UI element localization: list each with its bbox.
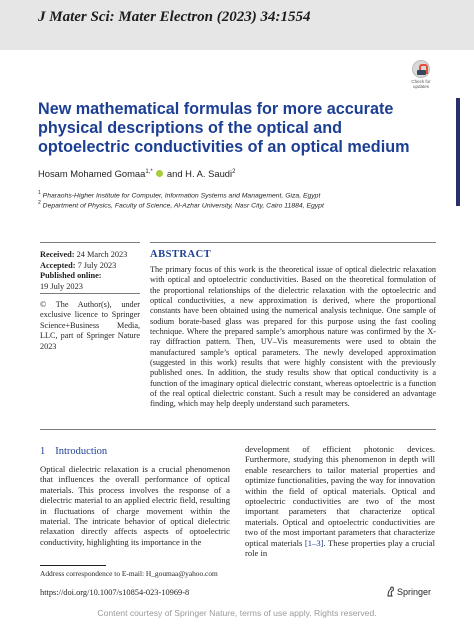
article-dates: [40, 250, 140, 292]
publisher-name: Springer: [397, 587, 432, 597]
intro-right-column: [245, 444, 435, 558]
divider: [40, 293, 140, 294]
divider: [150, 242, 436, 243]
courtesy-notice: Content courtesy of Springer Nature, terms of use apply. Rights reserved.: [97, 608, 377, 618]
title-accent-bar: [456, 98, 460, 206]
published-value: 19 July 2023: [40, 281, 83, 291]
check-for-updates-badge[interactable]: [408, 60, 434, 90]
abstract-heading: ABSTRACT: [150, 249, 212, 260]
intro-right-text-end: . These properties play a crucial role in: [245, 537, 435, 559]
received-value: 24 March 2023: [76, 250, 128, 259]
author-connector: and: [166, 168, 183, 179]
footnote-rule: [40, 565, 106, 566]
accepted-date: [40, 261, 140, 272]
journal-citation: J Mater Sci: Mater Electron (2023) 34:1554: [38, 9, 311, 25]
intro-left-column: Optical dielectric relaxation is a crucial phenomenon that influences the overall performance of optical materials. This process involves the response of a dielectric material to an applied electric field, resulting in fluctuations of charge movement within the material. The intricate behavior of optical dielectric relaxation directly affects aspects of optoelectric conductivity, highlighting its importance in the: [40, 464, 230, 547]
affiliation-text: Pharaohs-Higher Institute for Computer, Information Systems and Management, Giza, Egypt: [42, 192, 321, 200]
affiliation: [38, 200, 324, 209]
affiliation-number: 2: [38, 200, 41, 206]
journal-header-bar: [0, 0, 474, 50]
section-number: 1: [40, 446, 46, 457]
author-name[interactable]: H. A. Saudi: [185, 168, 233, 179]
author-line: [38, 168, 235, 179]
section-title: Introduction: [55, 446, 108, 457]
springer-horse-icon: [386, 586, 395, 597]
publisher-logo: [386, 586, 431, 597]
section-heading-introduction: [40, 446, 107, 457]
crossmark-icon: [412, 60, 430, 78]
correspondence-footnote: Address correspondence to E-mail: H_goumaa@yahoo.com: [40, 569, 218, 578]
received-label: Received:: [40, 250, 75, 259]
received-date: [40, 250, 140, 261]
orcid-icon[interactable]: [156, 170, 163, 177]
divider: [40, 429, 436, 430]
citation-link[interactable]: [1–3]: [304, 537, 324, 548]
doi-link[interactable]: https://doi.org/10.1007/s10854-023-10969-8: [40, 588, 190, 597]
accepted-label: Accepted:: [40, 260, 76, 270]
article-title: New mathematical formulas for more accurate physical descriptions of the optical and optoelectric conductivities of an optical medium: [38, 100, 410, 156]
accepted-value: 7 July 2023: [77, 260, 117, 270]
divider: [40, 242, 140, 243]
author-name[interactable]: Hosam Mohamed Gomaa: [38, 168, 146, 179]
intro-right-text: development of efficient photonic devices. Furthermore, studying this phenomenon in depth will enable researchers to tailor material properties and optimize functionalities, paving the way for innovation within the field of optical materials. Optical and optoelectric conductivities are two of the most important parameters that characterize optical materials. Optical and optoelectric conductivities are two of the most important parameters that characterize optical materials: [245, 444, 435, 548]
affiliation-number: 1: [38, 190, 41, 196]
affiliation: [38, 190, 320, 199]
check-for-updates-label: Check for updates: [411, 79, 431, 89]
abstract-text: The primary focus of this work is the theoretical issue of optical dielectric relaxation with optical and optoelectric conductivities. Based on the theoretical formulation of the proportional relationships of the dielectric relaxation with the optoelectric and optical conductivities, a new approximation is derived, where the proportional constants have been obtained using the numerical analysis technique. One sample of sodium borate-based glass was prepared for this purpose using the fast cooling technique. Where the prepared sample’s amorphous nature was confirmed by the X-ray diffraction pattern. Then, UV–Vis measurements were used to obtain the manufactured sample’s optical parameters. The newly developed approximation (suggested in this work) results that were highly consistent with the previously published ones. In addition, the study results show that optical conductivity is a function of the imaginary optical dielectric constant, whereas optoelectric is a function of the real optical dielectric constant. Such a result may be considered an advantage finding, which may help deeply understand such parameters.: [150, 265, 436, 409]
author-affil-marker: 1,*: [145, 168, 153, 175]
published-label: Published online:: [40, 271, 102, 280]
copyright-notice: © The Author(s), under exclusive licence to Springer Science+Business Media, LLC, part of Springer Nature 2023: [40, 300, 140, 351]
author-affil-marker: 2: [232, 168, 236, 175]
affiliation-text: Department of Physics, Faculty of Science, Al-Azhar University, Nasr City, Cairo 11884, Egypt: [42, 202, 324, 210]
